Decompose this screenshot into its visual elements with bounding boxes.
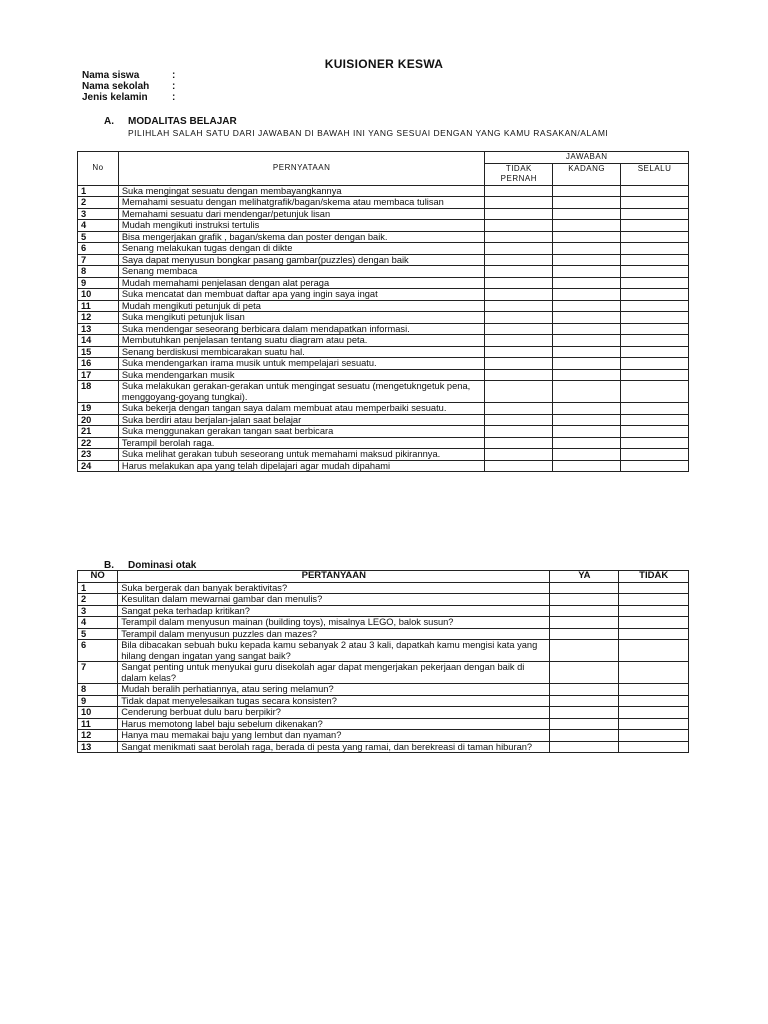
header-question: PERTANYAAN xyxy=(118,571,550,583)
answer-sometimes-cell[interactable] xyxy=(553,369,621,381)
answer-sometimes-cell[interactable] xyxy=(553,346,621,358)
answer-no-cell[interactable] xyxy=(619,741,689,753)
answer-always-cell[interactable] xyxy=(621,266,689,278)
table-row xyxy=(78,582,689,594)
table-row xyxy=(78,358,689,370)
table-row xyxy=(78,695,689,707)
identity-school-row[interactable] xyxy=(82,81,175,92)
answer-always-cell[interactable] xyxy=(621,197,689,209)
question-text: Hanya mau memakai baju yang lembut dan nyaman? xyxy=(118,730,550,742)
answer-sometimes-cell[interactable] xyxy=(553,289,621,301)
answer-sometimes-cell[interactable] xyxy=(553,266,621,278)
header-sometimes: KADANG xyxy=(553,163,621,185)
identity-label: Jenis kelamin xyxy=(82,92,148,103)
answer-yes-cell[interactable] xyxy=(550,582,619,594)
answer-yes-cell[interactable] xyxy=(550,617,619,629)
row-number: 4 xyxy=(78,220,119,232)
row-number: 16 xyxy=(78,358,119,370)
statement-text: Suka mendengar seseorang berbicara dalam mendapatkan informasi. xyxy=(118,323,485,335)
row-number: 5 xyxy=(78,231,119,243)
answer-sometimes-cell[interactable] xyxy=(553,323,621,335)
header-answer-group: JAWABAN xyxy=(485,152,689,164)
answer-always-cell[interactable] xyxy=(621,335,689,347)
table-row xyxy=(78,617,689,629)
answer-always-cell[interactable] xyxy=(621,414,689,426)
table-row xyxy=(78,381,689,403)
statement-text: Bisa mengerjakan grafik , bagan/skema dan poster dengan baik. xyxy=(118,231,485,243)
row-number: 11 xyxy=(78,718,118,730)
section-title: MODALITAS BELAJAR xyxy=(128,116,237,127)
statement-text: Mudah mengikuti petunjuk di peta xyxy=(118,300,485,312)
answer-always-cell[interactable] xyxy=(621,254,689,266)
table-row xyxy=(78,426,689,438)
answer-never-cell[interactable] xyxy=(485,460,553,472)
table-row xyxy=(78,403,689,415)
row-number: 8 xyxy=(78,266,119,278)
statement-text: Suka mendengarkan irama musik untuk mempelajari sesuatu. xyxy=(118,358,485,370)
statement-text: Terampil berolah raga. xyxy=(118,437,485,449)
answer-always-cell[interactable] xyxy=(621,277,689,289)
row-number: 13 xyxy=(78,741,118,753)
table-row xyxy=(78,323,689,335)
statement-text: Suka melakukan gerakan-gerakan untuk mengingat sesuatu (mengetukngetuk pena, menggoyang-goyang tungkai). xyxy=(118,381,485,403)
row-number: 2 xyxy=(78,594,118,606)
answer-always-cell[interactable] xyxy=(621,403,689,415)
answer-yes-cell[interactable] xyxy=(550,640,619,662)
identity-colon: : xyxy=(172,92,176,103)
answer-yes-cell[interactable] xyxy=(550,605,619,617)
section-a-heading xyxy=(104,116,237,127)
question-text: Harus memotong label baju sebelum dikenakan? xyxy=(118,718,550,730)
table-row xyxy=(78,449,689,461)
answer-never-cell[interactable] xyxy=(485,381,553,403)
answer-sometimes-cell[interactable] xyxy=(553,300,621,312)
table-row xyxy=(78,243,689,255)
answer-always-cell[interactable] xyxy=(621,185,689,197)
answer-always-cell[interactable] xyxy=(621,369,689,381)
identity-colon: : xyxy=(172,81,176,92)
row-number: 23 xyxy=(78,449,119,461)
answer-never-cell[interactable] xyxy=(485,414,553,426)
statement-text: Saya dapat menyusun bongkar pasang gambar(puzzles) dengan baik xyxy=(118,254,485,266)
answer-no-cell[interactable] xyxy=(619,684,689,696)
answer-sometimes-cell[interactable] xyxy=(553,231,621,243)
table-header-row xyxy=(78,571,689,583)
section-title: Dominasi otak xyxy=(128,560,197,571)
answer-always-cell[interactable] xyxy=(621,231,689,243)
answer-always-cell[interactable] xyxy=(621,208,689,220)
table-row xyxy=(78,185,689,197)
row-number: 10 xyxy=(78,707,118,719)
identity-label: Nama sekolah xyxy=(82,81,150,92)
table-row xyxy=(78,414,689,426)
learning-modality-table xyxy=(77,151,689,472)
table-row xyxy=(78,730,689,742)
answer-yes-cell[interactable] xyxy=(550,741,619,753)
question-text: Sangat penting untuk menyukai guru disekolah agar dapat mengerjakan pekerjaan dengan baik di dalam kelas? xyxy=(118,662,550,684)
answer-never-cell[interactable] xyxy=(485,220,553,232)
statement-text: Suka menggunakan gerakan tangan saat berbicara xyxy=(118,426,485,438)
answer-yes-cell[interactable] xyxy=(550,695,619,707)
answer-always-cell[interactable] xyxy=(621,346,689,358)
row-number: 11 xyxy=(78,300,119,312)
row-number: 1 xyxy=(78,185,119,197)
question-text: Suka bergerak dan banyak beraktivitas? xyxy=(118,582,550,594)
answer-always-cell[interactable] xyxy=(621,220,689,232)
header-no: No xyxy=(78,152,119,186)
row-number: 2 xyxy=(78,197,119,209)
identity-colon: : xyxy=(172,70,176,81)
header-never: TIDAK PERNAH xyxy=(485,163,553,185)
row-number: 21 xyxy=(78,426,119,438)
answer-always-cell[interactable] xyxy=(621,381,689,403)
question-text: Bila dibacakan sebuah buku kepada kamu sebanyak 2 atau 3 kali, dapatkah kamu mengisi kata yang hilang dengan ingatan yang sangat baik? xyxy=(118,640,550,662)
row-number: 9 xyxy=(78,277,119,289)
row-number: 12 xyxy=(78,312,119,324)
answer-never-cell[interactable] xyxy=(485,335,553,347)
answer-sometimes-cell[interactable] xyxy=(553,449,621,461)
answer-sometimes-cell[interactable] xyxy=(553,460,621,472)
row-number: 12 xyxy=(78,730,118,742)
row-number: 22 xyxy=(78,437,119,449)
row-number: 10 xyxy=(78,289,119,301)
header-statement: PERNYATAAN xyxy=(118,152,485,186)
answer-no-cell[interactable] xyxy=(619,718,689,730)
answer-never-cell[interactable] xyxy=(485,266,553,278)
answer-sometimes-cell[interactable] xyxy=(553,312,621,324)
answer-no-cell[interactable] xyxy=(619,730,689,742)
answer-no-cell[interactable] xyxy=(619,707,689,719)
answer-yes-cell[interactable] xyxy=(550,662,619,684)
row-number: 24 xyxy=(78,460,119,472)
statement-text: Suka berdiri atau berjalan-jalan saat belajar xyxy=(118,414,485,426)
answer-sometimes-cell[interactable] xyxy=(553,403,621,415)
answer-sometimes-cell[interactable] xyxy=(553,208,621,220)
answer-never-cell[interactable] xyxy=(485,426,553,438)
row-number: 8 xyxy=(78,684,118,696)
answer-yes-cell[interactable] xyxy=(550,730,619,742)
answer-always-cell[interactable] xyxy=(621,289,689,301)
answer-never-cell[interactable] xyxy=(485,437,553,449)
table-row xyxy=(78,312,689,324)
statement-text: Suka mengingat sesuatu dengan membayangkannya xyxy=(118,185,485,197)
statement-text: Harus melakukan apa yang telah dipelajari agar mudah dipahami xyxy=(118,460,485,472)
answer-never-cell[interactable] xyxy=(485,358,553,370)
answer-yes-cell[interactable] xyxy=(550,707,619,719)
answer-never-cell[interactable] xyxy=(485,300,553,312)
header-yes: YA xyxy=(550,571,619,583)
statement-text: Suka mengikuti petunjuk lisan xyxy=(118,312,485,324)
table-row xyxy=(78,335,689,347)
identity-label: Nama siswa xyxy=(82,70,140,81)
row-number: 3 xyxy=(78,208,119,220)
section-letter: A. xyxy=(104,116,114,127)
question-text: Terampil dalam menyusun mainan (building toys), misalnya LEGO, balok susun? xyxy=(118,617,550,629)
answer-always-cell[interactable] xyxy=(621,300,689,312)
table-row xyxy=(78,231,689,243)
answer-never-cell[interactable] xyxy=(485,243,553,255)
answer-never-cell[interactable] xyxy=(485,289,553,301)
identity-gender-row[interactable] xyxy=(82,92,175,103)
statement-text: Mudah mengikuti instruksi tertulis xyxy=(118,220,485,232)
answer-always-cell[interactable] xyxy=(621,323,689,335)
answer-sometimes-cell[interactable] xyxy=(553,437,621,449)
table-row xyxy=(78,640,689,662)
row-number: 6 xyxy=(78,640,118,662)
statement-text: Memahami sesuatu dari mendengar/petunjuk lisan xyxy=(118,208,485,220)
table-row xyxy=(78,628,689,640)
table-row xyxy=(78,437,689,449)
answer-sometimes-cell[interactable] xyxy=(553,426,621,438)
answer-sometimes-cell[interactable] xyxy=(553,277,621,289)
section-a-instruction: PILIHLAH SALAH SATU DARI JAWABAN DI BAWAH INI YANG SESUAI DENGAN YANG KAMU RASAKAN/ALAMI xyxy=(128,128,609,138)
table-row xyxy=(78,220,689,232)
answer-never-cell[interactable] xyxy=(485,208,553,220)
table-row xyxy=(78,369,689,381)
header-no-answer: TIDAK xyxy=(619,571,689,583)
table-row xyxy=(78,662,689,684)
answer-always-cell[interactable] xyxy=(621,426,689,438)
table-row xyxy=(78,460,689,472)
answer-never-cell[interactable] xyxy=(485,312,553,324)
header-always: SELALU xyxy=(621,163,689,185)
statement-text: Mudah memahami penjelasan dengan alat peraga xyxy=(118,277,485,289)
statement-text: Suka mendengarkan musik xyxy=(118,369,485,381)
answer-always-cell[interactable] xyxy=(621,437,689,449)
answer-sometimes-cell[interactable] xyxy=(553,335,621,347)
answer-no-cell[interactable] xyxy=(619,582,689,594)
row-number: 1 xyxy=(78,582,118,594)
table-row xyxy=(78,300,689,312)
answer-never-cell[interactable] xyxy=(485,449,553,461)
answer-always-cell[interactable] xyxy=(621,358,689,370)
row-number: 6 xyxy=(78,243,119,255)
row-number: 18 xyxy=(78,381,119,403)
answer-sometimes-cell[interactable] xyxy=(553,185,621,197)
document-title: KUISIONER KESWA xyxy=(324,57,444,71)
row-number: 19 xyxy=(78,403,119,415)
answer-sometimes-cell[interactable] xyxy=(553,243,621,255)
answer-sometimes-cell[interactable] xyxy=(553,254,621,266)
row-number: 4 xyxy=(78,617,118,629)
answer-no-cell[interactable] xyxy=(619,594,689,606)
table-row xyxy=(78,707,689,719)
answer-yes-cell[interactable] xyxy=(550,718,619,730)
answer-never-cell[interactable] xyxy=(485,197,553,209)
row-number: 5 xyxy=(78,628,118,640)
table-row xyxy=(78,208,689,220)
table-row xyxy=(78,266,689,278)
answer-no-cell[interactable] xyxy=(619,695,689,707)
answer-never-cell[interactable] xyxy=(485,346,553,358)
table-row xyxy=(78,741,689,753)
answer-always-cell[interactable] xyxy=(621,312,689,324)
answer-never-cell[interactable] xyxy=(485,231,553,243)
answer-always-cell[interactable] xyxy=(621,449,689,461)
statement-text: Memahami sesuatu dengan melihatgrafik/bagan/skema atau membaca tulisan xyxy=(118,197,485,209)
answer-sometimes-cell[interactable] xyxy=(553,414,621,426)
table-row xyxy=(78,289,689,301)
table-row xyxy=(78,197,689,209)
answer-never-cell[interactable] xyxy=(485,323,553,335)
answer-sometimes-cell[interactable] xyxy=(553,358,621,370)
table-row xyxy=(78,684,689,696)
statement-text: Senang berdiskusi membicarakan suatu hal. xyxy=(118,346,485,358)
table-row xyxy=(78,254,689,266)
header-no: NO xyxy=(78,571,118,583)
table-row xyxy=(78,277,689,289)
answer-always-cell[interactable] xyxy=(621,243,689,255)
answer-no-cell[interactable] xyxy=(619,605,689,617)
row-number: 7 xyxy=(78,254,119,266)
answer-never-cell[interactable] xyxy=(485,369,553,381)
row-number: 20 xyxy=(78,414,119,426)
answer-yes-cell[interactable] xyxy=(550,594,619,606)
question-text: Cenderung berbuat dulu baru berpikir? xyxy=(118,707,550,719)
question-text: Mudah beralih perhatiannya, atau sering melamun? xyxy=(118,684,550,696)
row-number: 15 xyxy=(78,346,119,358)
answer-sometimes-cell[interactable] xyxy=(553,197,621,209)
answer-no-cell[interactable] xyxy=(619,662,689,684)
row-number: 7 xyxy=(78,662,118,684)
statement-text: Suka bekerja dengan tangan saya dalam membuat atau memperbaiki sesuatu. xyxy=(118,403,485,415)
answer-no-cell[interactable] xyxy=(619,628,689,640)
table-header-row xyxy=(78,152,689,164)
student-identity xyxy=(82,70,175,103)
question-text: Sangat menikmati saat berolah raga, berada di pesta yang ramai, dan berekreasi di taman hiburan? xyxy=(118,741,550,753)
table-row xyxy=(78,594,689,606)
question-text: Tidak dapat menyelesaikan tugas secara konsisten? xyxy=(118,695,550,707)
brain-dominance-table xyxy=(77,570,689,753)
answer-never-cell[interactable] xyxy=(485,185,553,197)
row-number: 17 xyxy=(78,369,119,381)
question-text: Sangat peka terhadap kritikan? xyxy=(118,605,550,617)
statement-text: Senang membaca xyxy=(118,266,485,278)
section-letter: B. xyxy=(104,560,114,571)
question-text: Terampil dalam menyusun puzzles dan mazes? xyxy=(118,628,550,640)
row-number: 13 xyxy=(78,323,119,335)
answer-yes-cell[interactable] xyxy=(550,628,619,640)
answer-never-cell[interactable] xyxy=(485,277,553,289)
answer-sometimes-cell[interactable] xyxy=(553,381,621,403)
statement-text: Suka melihat gerakan tubuh seseorang untuk memahami maksud pikirannya. xyxy=(118,449,485,461)
table-row xyxy=(78,346,689,358)
answer-no-cell[interactable] xyxy=(619,617,689,629)
question-text: Kesulitan dalam mewarnai gambar dan menulis? xyxy=(118,594,550,606)
answer-no-cell[interactable] xyxy=(619,640,689,662)
answer-yes-cell[interactable] xyxy=(550,684,619,696)
statement-text: Suka mencatat dan membuat daftar apa yang ingin saya ingat xyxy=(118,289,485,301)
table-row xyxy=(78,718,689,730)
table-row xyxy=(78,605,689,617)
statement-text: Senang melakukan tugas dengan di dikte xyxy=(118,243,485,255)
answer-always-cell[interactable] xyxy=(621,460,689,472)
identity-name-row[interactable] xyxy=(82,70,175,81)
answer-never-cell[interactable] xyxy=(485,254,553,266)
statement-text: Membutuhkan penjelasan tentang suatu diagram atau peta. xyxy=(118,335,485,347)
answer-never-cell[interactable] xyxy=(485,403,553,415)
row-number: 3 xyxy=(78,605,118,617)
row-number: 9 xyxy=(78,695,118,707)
answer-sometimes-cell[interactable] xyxy=(553,220,621,232)
row-number: 14 xyxy=(78,335,119,347)
